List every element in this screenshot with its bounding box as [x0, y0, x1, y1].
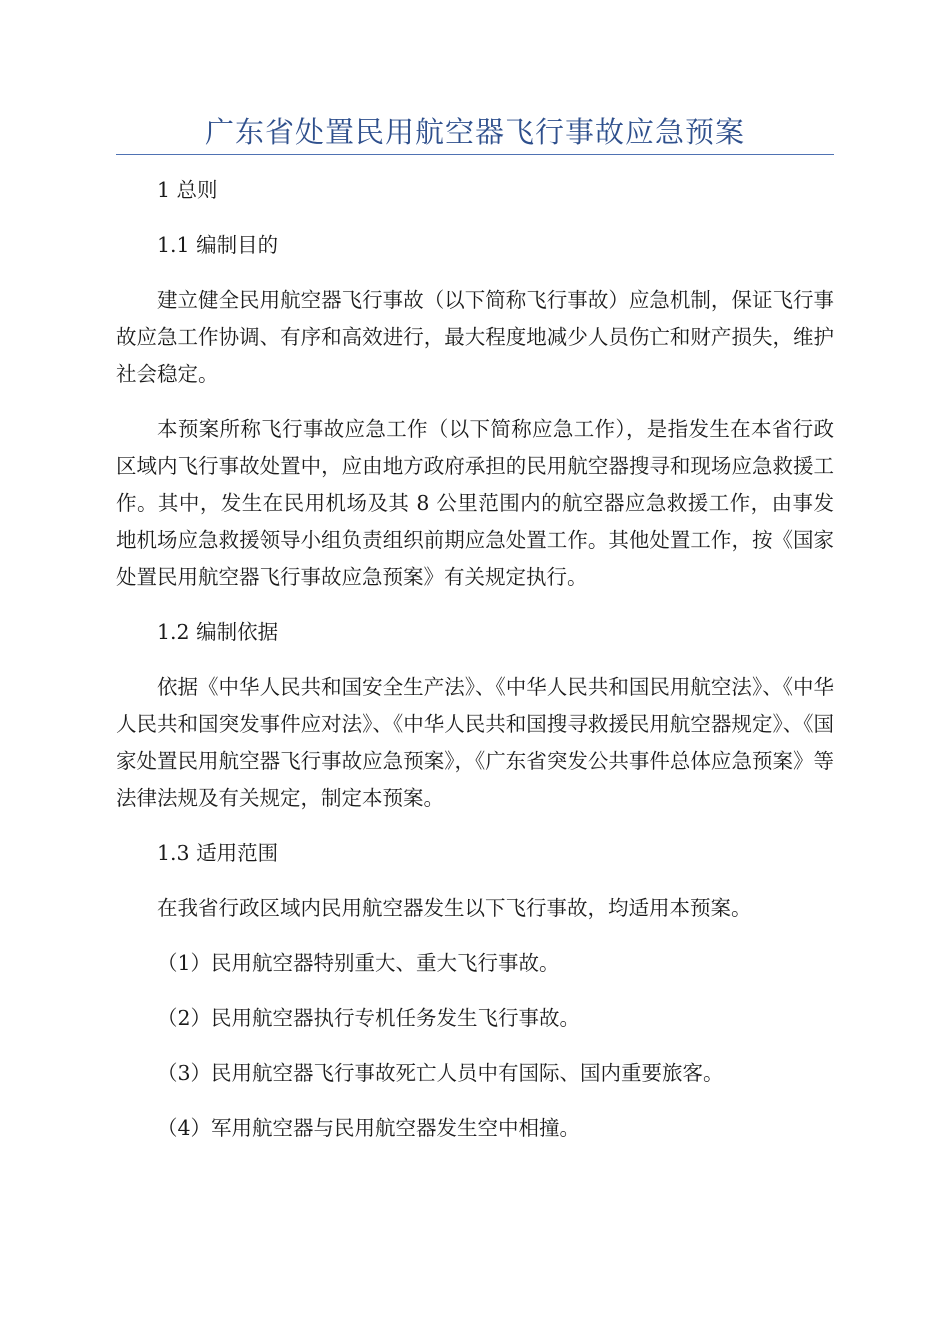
title-underline [116, 154, 834, 155]
paragraph-purpose: 建立健全民用航空器飞行事故（以下简称飞行事故）应急机制，保证飞行事故应急工作协调、有序和高效进行，最大程度地减少人员伤亡和财产损失，维护社会稳定。 [116, 288, 834, 386]
list-item: （2）民用航空器执行专机任务发生飞行事故。 [157, 1006, 581, 1030]
section-heading-applicability: 1.3 适用范围 [157, 841, 279, 865]
section-heading-general: 1 总则 [157, 178, 218, 202]
list-item: （4）军用航空器与民用航空器发生空中相撞。 [157, 1116, 581, 1140]
paragraph-scope-definition: 本预案所称飞行事故应急工作（以下简称应急工作），是指发生在本省行政区域内飞行事故处置中，应由地方政府承担的民用航空器搜寻和现场应急救援工作。其中，发生在民用机场及其 8 公里范围内的航空器应急救援工作，由事发地机场应急救援领导小组负责组织前期应急处置工作。其他处置工作，按《国家处置民用航空器飞行事故应急预案》有关规定执行。 [116, 417, 834, 589]
list-item: （1）民用航空器特别重大、重大飞行事故。 [157, 951, 560, 975]
document-title: 广东省处置民用航空器飞行事故应急预案 [204, 115, 745, 149]
list-item: （3）民用航空器飞行事故死亡人员中有国际、国内重要旅客。 [157, 1061, 724, 1085]
document-body [116, 172, 834, 1165]
section-heading-purpose: 1.1 编制目的 [157, 233, 279, 257]
paragraph-applicability: 在我省行政区域内民用航空器发生以下飞行事故，均适用本预案。 [157, 896, 752, 920]
paragraph-basis: 依据《中华人民共和国安全生产法》、《中华人民共和国民用航空法》、《中华人民共和国突发事件应对法》、《中华人民共和国搜寻救援民用航空器规定》、《国家处置民用航空器飞行事故应急预案》，《广东省突发公共事件总体应急预案》等法律法规及有关规定，制定本预案。 [116, 675, 834, 810]
section-heading-basis: 1.2 编制依据 [157, 620, 279, 644]
